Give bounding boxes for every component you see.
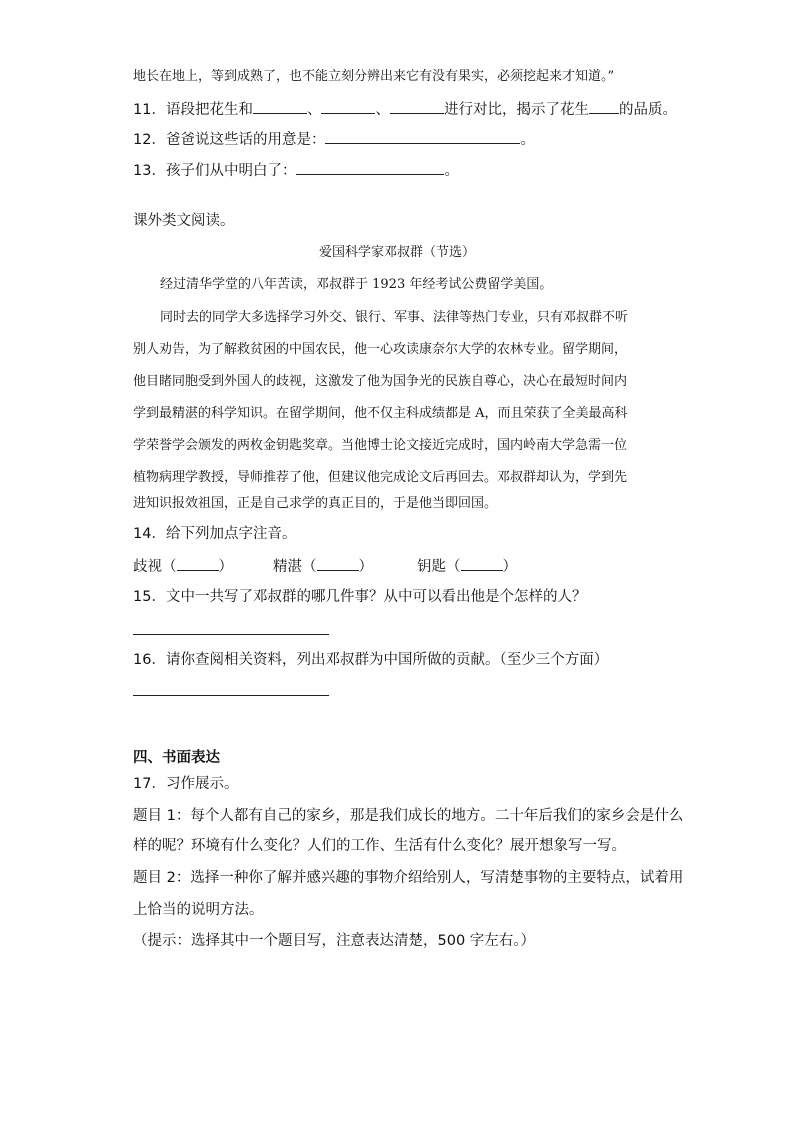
paren-close: ） [358, 559, 373, 575]
pinyin-item [417, 556, 517, 577]
passage-fragment: 地长在地上，等到成熟了，也不能立刻分辨出来它有没有果实，必须挖起来才知道。” [133, 69, 615, 84]
section-4-heading: 四、书面表达 [133, 750, 220, 766]
q11-text-end: 的品质。 [618, 102, 677, 118]
q12-end: 。 [520, 132, 535, 148]
article-line: 经过清华学堂的八年苦读，邓叔群于 1923 年经考试公费留学美国。 [160, 277, 553, 292]
topic-1-line: 样的呢？环境有什么变化？人们的工作、生活有什么变化？展开想象写一写。 [133, 838, 626, 854]
article-line: 进知识报效祖国，正是自己求学的真正目的，于是他当即回国。 [133, 496, 498, 511]
question-11 [133, 99, 677, 120]
q16-answer-line[interactable] [133, 695, 329, 696]
q13-end: 。 [444, 163, 459, 179]
q11-sep: 、 [306, 102, 322, 118]
article-line: 学荣誉学会颁发的两枚金钥匙奖章。当他博士论文接近完成时，国内岭南大学急需一位 [133, 438, 628, 453]
q13-text: 13．孩子们从中明白了： [133, 163, 297, 179]
question-14: 14．给下列加点字注音。 [133, 526, 297, 542]
pinyin-item [133, 556, 233, 577]
paren-close: ） [218, 559, 233, 575]
paren-open: （ [162, 559, 177, 575]
q15-answer-line[interactable] [133, 634, 329, 635]
topic-1-line: 题目 1：每个人都有自己的家乡，那是我们成长的地方。二十年后我们的家乡会是什么 [133, 808, 684, 824]
q14-items [133, 556, 517, 577]
topic-2-line: 题目 2：选择一种你了解并感兴趣的事物介绍给别人，写清楚事物的主要特点，试着用 [133, 870, 684, 886]
pinyin-blank[interactable] [317, 556, 359, 571]
q11-blank-4[interactable] [589, 99, 619, 114]
question-16: 16．请你查阅相关资料，列出邓叔群为中国所做的贡献。（至少三个方面） [133, 652, 609, 668]
question-17: 17．习作展示。 [133, 776, 239, 792]
question-15: 15．文中一共写了邓叔群的哪几件事？从中可以看出他是个怎样的人？ [133, 589, 587, 605]
pinyin-blank[interactable] [461, 556, 503, 571]
pinyin-blank[interactable] [177, 556, 219, 571]
article-line: 学到最精湛的科学知识。在留学期间，他不仅主科成绩都是 A，而且荣获了全美最高科 [133, 406, 628, 421]
pinyin-word: 歧视 [133, 559, 162, 575]
q13-blank[interactable] [296, 160, 444, 175]
q11-text-mid: 进行对比，揭示了花生 [443, 102, 589, 118]
q11-blank-1[interactable] [253, 99, 307, 114]
paren-open: （ [446, 559, 461, 575]
question-12 [133, 129, 535, 150]
pinyin-item [273, 556, 373, 577]
q11-sep: 、 [375, 102, 390, 118]
question-13 [133, 160, 459, 181]
q12-text: 12．爸爸说这些话的用意是： [133, 132, 326, 148]
article-title: 爱国科学家邓叔群（节选） [318, 245, 475, 260]
q12-blank[interactable] [325, 129, 520, 144]
article-line: 同时去的同学大多选择学习外交、银行、军事、法律等热门专业，只有邓叔群不听 [160, 310, 629, 325]
pinyin-word: 钥匙 [417, 559, 446, 575]
pinyin-word: 精湛 [273, 559, 302, 575]
article-line: 植物病理学教授，导师推荐了他，但建议他完成论文后再回去。邓叔群却认为，学到先 [133, 470, 628, 485]
q11-text: 11．语段把花生和 [133, 102, 253, 118]
paren-open: （ [302, 559, 317, 575]
topic-2-line: 上恰当的说明方法。 [133, 902, 264, 918]
q11-blank-3[interactable] [390, 99, 444, 114]
article-line: 他目睹同胞受到外国人的歧视，这激发了他为国争光的民族自尊心，决心在最短时间内 [133, 374, 628, 389]
q11-blank-2[interactable] [321, 99, 375, 114]
article-line: 别人劝告，为了解救贫困的中国农民，他一心攻读康奈尔大学的农林专业。留学期间， [133, 342, 628, 357]
paren-close: ） [502, 559, 517, 575]
writing-hint: （提示：选择其中一个题目写，注意表达清楚，500 字左右。） [133, 933, 536, 949]
section-extracurricular-heading: 课外类文阅读。 [133, 213, 235, 229]
